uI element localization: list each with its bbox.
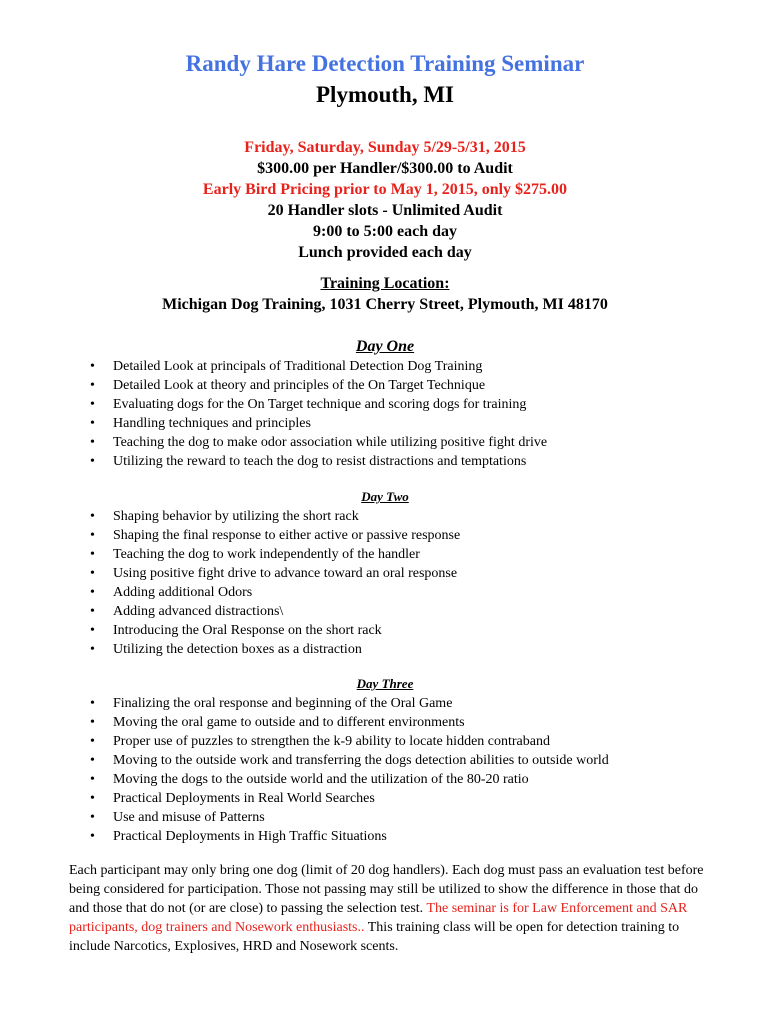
event-dates: Friday, Saturday, Sunday 5/29-5/31, 2015	[244, 139, 526, 156]
list-item: • Adding additional Odors	[90, 583, 730, 602]
list-item: • Using positive fight drive to advance toward an oral response	[90, 564, 730, 583]
list-item: • Introducing the Oral Response on the short rack	[90, 621, 730, 640]
list-item: • Utilizing the reward to teach the dog to resist distractions and temptations	[90, 452, 730, 471]
handler-slots: 20 Handler slots - Unlimited Audit	[267, 202, 503, 219]
list-item: • Practical Deployments in Real World Searches	[90, 789, 730, 808]
event-info	[0, 137, 770, 263]
training-location	[0, 273, 770, 315]
closing-text-1: Each participant may only bring one dog (limit of 20 dog handlers). Each dog must pass an evaluation test before being considered for participation. Those not passing may still be utilized to show the difference in those that do and those that do not (or are close) to passing the selection test.	[69, 863, 704, 916]
day-one-list	[90, 357, 730, 471]
list-item: • Evaluating dogs for the On Target technique and scoring dogs for training	[90, 395, 730, 414]
location-heading: Training Location:	[320, 275, 450, 292]
day-two-list	[90, 507, 730, 659]
list-item: • Shaping the final response to either active or passive response	[90, 526, 730, 545]
day-three-list	[90, 694, 730, 846]
list-item: • Practical Deployments in High Traffic Situations	[90, 827, 730, 846]
list-item: • Moving to the outside work and transferring the dogs detection abilities to outside world	[90, 751, 730, 770]
list-item: • Proper use of puzzles to strengthen the k-9 ability to locate hidden contraband	[90, 732, 730, 751]
event-hours: 9:00 to 5:00 each day	[313, 223, 457, 240]
closing-paragraph	[69, 861, 709, 956]
closing-text-3: This training class will be open for detection training to include Narcotics, Explosives, HRD and Nosework scents.	[69, 920, 680, 954]
early-bird-pricing: Early Bird Pricing prior to May 1, 2015, only $275.00	[202, 181, 568, 198]
closing-text-red: The seminar is for Law Enforcement and SAR participants, dog trainers and Nosework enthusiasts..	[69, 901, 688, 935]
location-address: Michigan Dog Training, 1031 Cherry Street, Plymouth, MI 48170	[162, 296, 608, 313]
list-item: • Moving the dogs to the outside world and the utilization of the 80-20 ratio	[90, 770, 730, 789]
list-item: • Detailed Look at principals of Traditional Detection Dog Training	[90, 357, 730, 376]
page-title: Randy Hare Detection Training Seminar	[185, 51, 585, 76]
page-subtitle: Plymouth, MI	[316, 82, 454, 107]
day-two-heading: Day Two	[361, 489, 409, 504]
list-item: • Moving the oral game to outside and to different environments	[90, 713, 730, 732]
list-item: • Teaching the dog to make odor association while utilizing positive fight drive	[90, 433, 730, 452]
list-item: • Utilizing the detection boxes as a distraction	[90, 640, 730, 659]
event-price: $300.00 per Handler/$300.00 to Audit	[257, 160, 513, 177]
list-item: • Handling techniques and principles	[90, 414, 730, 433]
list-item: • Detailed Look at theory and principles of the On Target Technique	[90, 376, 730, 395]
day-one-heading: Day One	[355, 338, 415, 355]
list-item: • Teaching the dog to work independently of the handler	[90, 545, 730, 564]
list-item: • Shaping behavior by utilizing the short rack	[90, 507, 730, 526]
lunch-note: Lunch provided each day	[298, 244, 472, 261]
list-item: • Finalizing the oral response and beginning of the Oral Game	[90, 694, 730, 713]
list-item: • Use and misuse of Patterns	[90, 808, 730, 827]
day-three-heading: Day Three	[356, 676, 414, 691]
list-item: • Adding advanced distractions\	[90, 602, 730, 621]
